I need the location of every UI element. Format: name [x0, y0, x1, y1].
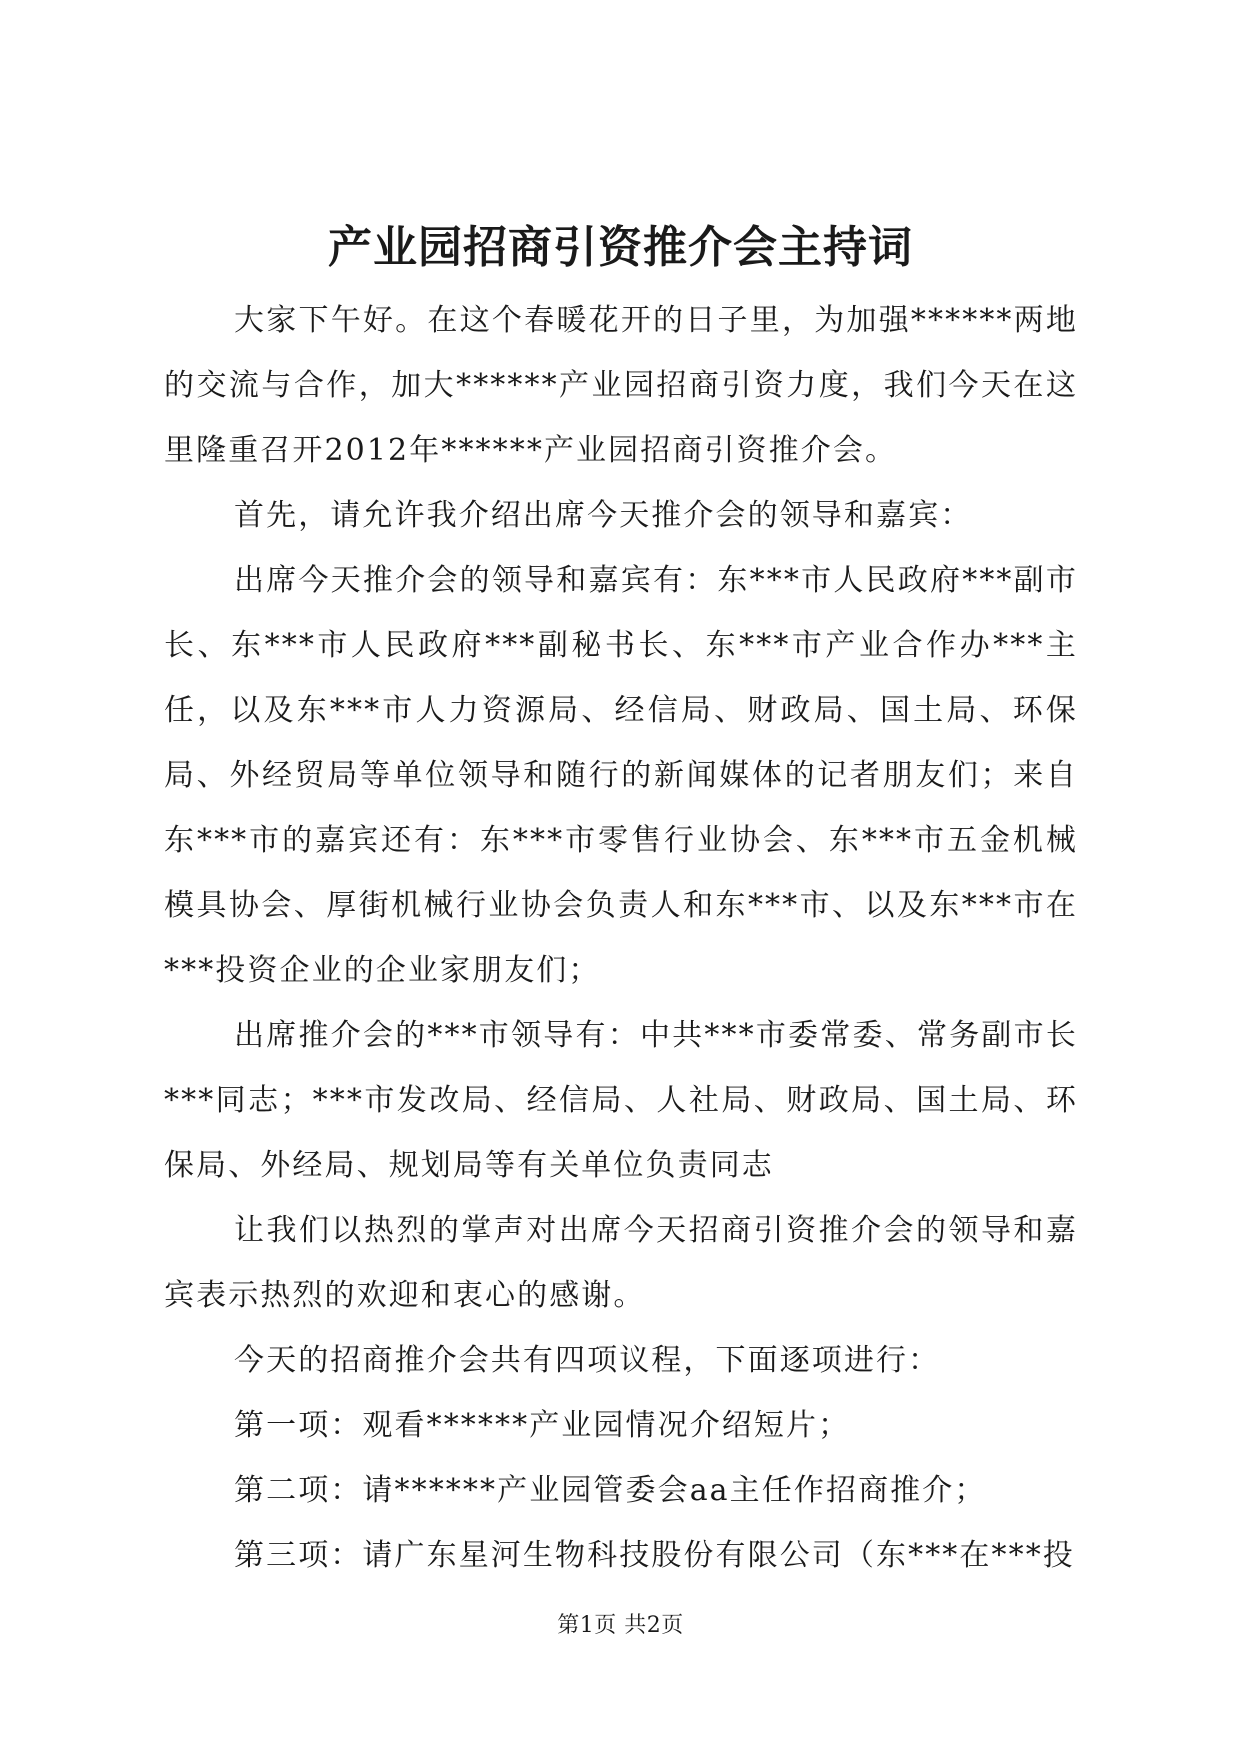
page-number: 第1页 共2页 — [557, 1613, 684, 1638]
paragraph-introduction: 首先，请允许我介绍出席今天推介会的领导和嘉宾： — [234, 498, 973, 533]
paragraph-city-leaders: 出席推介会的***市领导有：中共***市委常委、常务副市长***同志；***市发改局、经信局、人社局、财政局、国土局、环保局、外经局、规划局等有关单位负责同志 — [164, 1018, 1078, 1183]
paragraph-guests-list: 出席今天推介会的领导和嘉宾有：东***市人民政府***副市长、东***市人民政府***副秘书长、东***市产业合作办***主任，以及东***市人力资源局、经信局、财政局、国土局、环保局、外经贸局等单位领导和随行的新闻媒体的记者朋友们；来自东***市的嘉宾还有：东***市零售行业协会、东***市五金机械模具协会、厚街机械行业协会负责人和东***市、以及东***市在***投资企业的企业家朋友们； — [164, 563, 1078, 988]
agenda-item-2: 第二项：请******产业园管委会aa主任作招商推介； — [234, 1473, 987, 1508]
document-title: 产业园招商引资推介会主持词 — [328, 222, 913, 273]
paragraph-greeting: 大家下午好。在这个春暖花开的日子里，为加强******两地的交流与合作，加大******产业园招商引资力度，我们今天在这里隆重召开2012年******产业园招商引资推介会。 — [164, 303, 1078, 468]
document-body — [164, 288, 1078, 1588]
paragraph-agenda-intro: 今天的招商推介会共有四项议程，下面逐项进行： — [234, 1343, 941, 1378]
agenda-item-3: 第三项：请广东星河生物科技股份有限公司（东***在***投 — [234, 1538, 1075, 1573]
paragraph-welcome: 让我们以热烈的掌声对出席今天招商引资推介会的领导和嘉宾表示热烈的欢迎和衷心的感谢。 — [164, 1213, 1078, 1313]
agenda-item-1: 第一项：观看******产业园情况介绍短片； — [234, 1408, 851, 1443]
